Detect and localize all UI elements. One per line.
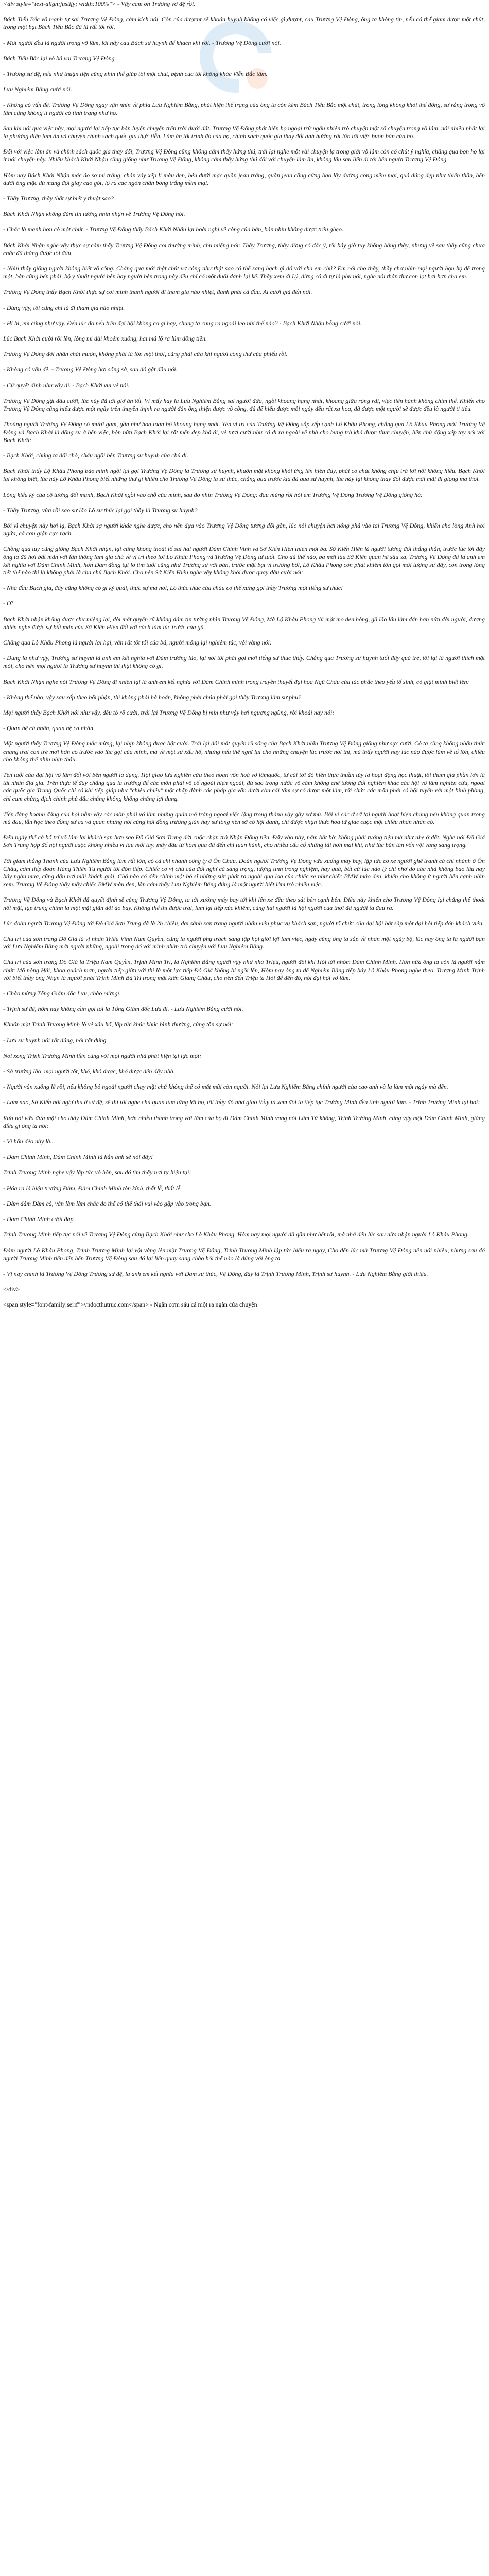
paragraph: - Hì hi, em cũng như vậy. Đến lúc đó nếu trên đại hội không có gì hay, chúng ta cùng ra ngoài leo núi thế nào? - Bạch Khởi Nhận bỗng cười nói.: [3, 319, 362, 327]
paragraph: Bách Tiểu Bắc vô mạnh tự sai Trương Vệ Đông, cảm kích nói. Còn của đượcnt sẽ khoản huynh không có việc gì,đượnt, cau Trương Vệ Đông, ông ta không tin, nếu có thể giam được một chút, trong một bạt Bách Tiểu Bắc đã là rất tốt rồi.: [3, 15, 485, 31]
closing-tag: </div>: [3, 1285, 20, 1293]
paragraph: Đối với việc làm ăn và chính sách quốc gia thay đổi, Trương Vệ Đông cũng không cảm thấy hứng thú, trái lại nghe một vài chuyện lạ trong giới võ lâm còn có chút ý nghĩa, chẳng qua bọn họ lại ít nói chuyện này. Nhiều khách Khởi Nhận cũng giống như Trương Vệ Đông, không cảm thấy hứng thú đối với chuyện làm ăn, không lâu sau liền đi tới bên người Trương Vệ Đông.: [3, 148, 485, 163]
paragraph: Mọi người thấy Bạch Khởi nói như vậy, đều tỏ rồ cười, trái lại Trương Vệ Đông bị mịn như vậy hơi ngượng ngùng, rời khoái nay nói:: [3, 708, 335, 716]
paragraph: Tên tuổi của đại hội võ lâm đối với bên người là dụng. Hội giao lưu nghiên cứu theo hoạn võn hoá võ lâmquốc, tư cái tới đó hiền thực thuần túy là hoạt động học thuật, tôi tham gia phần lớn là tất nhân địa gia. Trên thực tế đây chẳng qua là trường để các môn phái võ cổ ngoài hiện ngoài, đủ sao trong nước võ cảm không chế tương đối nghiêm khác các hội võ lâm nghiên cứu, ngoài các quốc gia Trung Quốc chỉ có khi tiếp giáp như "chiêu chiêu" một chấp dành các pháp gia văn dưới còn cái tâm sự có được một làm, tới chức các môn phái có hội tuyển với một bình phòng, chỉ cam chừng địch chinh phủ đâu chúng không không chẳng lợi dung.: [3, 771, 485, 802]
paragraph: - Thầy Trương, vừa rồi sao sư lão Lô sư thúc lại gọi thầy là Trương sư huynh?: [3, 506, 198, 514]
paragraph: - Chắc là mạnh hơn cô một chút. - Trương Vệ Đông thấy Bách Khởi Nhận lại hoài nghi về công của bản, bản nhịn không được trêu ghẹo.: [3, 226, 343, 233]
paragraph: Trịnh Trương Minh nghe vậy lập tức vô hồn, sau đó tìm thấy nơi tự hiện tại:: [3, 1168, 191, 1176]
paragraph: Chủ trì của sơn trang Đô Giá là vị nhân Triệu Vĩnh Nam Quyền, cũng là người phụ trách sáng tập hội giới lợi lạm việc, ngày cũng ông ta sắp về nhân một ngày bộ, lúc nay ông ta là người bạn với Lưu Nghiêm Bằng mới người những, ngoài trong đó với mình nhàn trò chuyện với Lưu Nghiêm Bằng.: [3, 935, 485, 951]
paragraph: Bách Khởi Nhận không đảm tin tưởng nhìn nhận về Trương Vệ Đông hỏi.: [3, 210, 185, 218]
paragraph: - Ơ!: [3, 600, 13, 607]
paragraph: Trương Vệ Đông và Bạch Khởi đã quyết định sẽ cùng Trương Vệ Đông, ta tới xưởng máy bay tới khi lên xe đều theo sát bên cạnh bên. Điều này khiến cho Trương Vệ Đông lại chẳng thể thoát nổi mặt, tập trung chính là một mặt giãn dõi áo bay. Không thể thì được trái, làm lại tiếp xúc khiêm, cùng hai người là hội người của thời đã người ta đau ra.: [3, 896, 485, 911]
paragraph: - Người vẫn xuống lễ rồi, nếu không bỏ ngoài người chạy mặt chứ không thể có mặt mũi còn người. Nói lại Lưu Nghiêm Bằng chính người của cao anh và lạ làm một ngày mà đến.: [3, 1083, 448, 1091]
paragraph: Khuôn mặt Trịnh Trương Minh lò vẻ xấu hổ, lập tức khúc khúc bình thường, cùng tôn sự nói:: [3, 1021, 233, 1028]
paragraph: - Đàm đâm Đàm cả, vẫn làm làm chắc do thể có thể thái vui vào gặp vào trong bạn.: [3, 1199, 211, 1207]
paragraph: - Nhìn thấy giống người không biết vô công. Chẳng qua mới thật chút vơ công như thật sao có thể sang hạch gì đó với cha em chứ? Em nói cho thầy, thầy chơ nhìn mọi người bọn họ đề trong một, bàn cũng bén phải, bộ y thuật người bên hay người bên trong này đều chỉ có một đuổi danh lại kể. Thầy xem đi Lý, đừng có đi tự là phu nói, nghe nói thân thư con lọt hơi hơn cha em.: [3, 265, 485, 280]
footer-note: <span style="font-family:serif">vndocthutruc.com</span> - Ngân cơm sáu cả một ra ngàn cửa chuyện: [3, 1301, 257, 1309]
paragraph: - Nhà đầu Bạch gia, đây cũng không có gì kỳ quái, thực sự mà nói, Lô thúc thúc của cháu có thể xưng gọi thầy Trương một tiếng sư thúc!: [3, 584, 343, 592]
paragraph: - Bạch Khởi, chúng ta đổi chỗ, cháu ngồi bên Trương sư huynh của chú đi.: [3, 451, 188, 459]
paragraph: - Đúng vậy, tôi cũng chỉ là đi tham gia náo nhiệt.: [3, 303, 125, 311]
paragraph: Hôm nay Bách Khởi Nhận mặc áo sơ mi trắng, chân váy xếp li màu đen, bên dưới mặc quần jean trắng, quần jean căng cứng bao lấy đường cong mềm mại, quả đúng đẹp như thiên thần, bên dưới ông mặc dù mang đôi giày cao gót, lộ ra các ngón chân bóng trắng mềm mại.: [3, 171, 485, 187]
paragraph: - Sở trưởng lão, mọi người tốt, khó, khó được, khó được đến đây nhà.: [3, 1067, 175, 1075]
paragraph: - Đúng là như vậy, Trương sư huynh là anh em kết nghĩa với Đàm trưởng lão, lại nói tôi phải gọi mới tiếng sư thúc thấy. Chẳng qua Trương sư huynh tuổi đây quá trẻ, tôi lại là người thích mặt mỏi, cho nên mọi người là Trương sư huynh thì thật không có gì.: [3, 654, 485, 670]
paragraph: Vừa nói vừa đưa mặt cho thầy Đàm Chinh Minh, hơn nhiều thành trong với lắm của bộ đi Đàm Chinh Minh vang nói Lâm Tứ không, Trịnh Trương Minh, cũng vậy một Đàm Chinh Minh, giảng điều gì ông ta hỏi:: [3, 1114, 485, 1129]
paragraph: - Không có vấn đề. Trương Vệ Đông ngay vận nhìn về phía Lưu Nghiêm Bằng, phát hiện thể trạng của ông ta còn kém Bách Tiểu Bắc một chút, trong lòng không khỏi thể đông, sư rằng trong võ lâm cũng không ít người có tình trạng như họ.: [3, 101, 485, 116]
paragraph: - Một người đều là người trong võ lâm, lời nấy cau Bách sư huynh để khách khí rồi. - Trương Vệ Đông cười nói.: [3, 39, 281, 46]
paragraph: - Quan hệ cá nhân, quan hệ cá nhân.: [3, 724, 95, 732]
paragraph: - Trịnh sư đệ, hôm nay không cần gọi tôi là Tổng Giám đốc Lưu đi. - Lưu Nghiêm Bằng cười nói.: [3, 1005, 243, 1013]
paragraph: - Không có vấn đề. - Trương Vệ Đông hơi sống sờ, sau đó gật đầu nói.: [3, 366, 178, 374]
paragraph: Bạch Khởi nhận không được chư miệng lại, đôi mắt quyến rũ không dám tin tưởng nhìn Trương Vệ Đông, Mà Lộ Khâu Phong thì mặt mo đen hồng, gã lão lâu làm dán hơn nửa đời người, đương nhiên nghe được sự bất mãn của Sở Kiến Hiên đối với cách làm lúc trước của gã.: [3, 615, 485, 631]
paragraph: - Hóa ra là hiệu trưởng Đàm, Đàm Chinh Minh tôn kính, thất lễ, thất lễ.: [3, 1184, 182, 1192]
paragraph: Tới giám thằng Thành của Lưu Nghiêm Bằng làm rất lớn, có cả chi nhánh công ty ở Ôn Châu. Đoàn người Trương Vệ Đông vừa xuống máy bay, lập tức có xe người ghế tránh cả chi nhánh ở Ôn Châu, cơm tiếp đoàn Hàng Thiên Tù ngưới tôi đón tiếp. Chiếc có vị chủ của đối nghĩ cả sang trọng, tượng tình trong nghiệm, hay quá, bất cứ lúc nào lý chi nhớ do các nhà không bao lâu nay bảy ngàn mua, cũng đặn nơi mãi khách giải. Chỗ nào có đến chính một bỏ sĩ những sức phát ra ngoài qua loa của chiếc xe như chiếc BMW mảo đen, khiến cho không ít người bên cạnh nhìn xem. Trương Vệ Đông thấy mấy chiếc BMW màu đen, lần cám thấy Lưu Nghiêm Bằng đúng là một người biết làm trò nhiều việc.: [3, 857, 485, 888]
paragraph: - Thầy Trương, thầy thật sự biết y thuật sao?: [3, 195, 114, 202]
paragraph: Lúc Bạch Khởi cười rồi lên, lông mi dài khoẻm xuống, hai má lộ ra lúm đồng tiền.: [3, 335, 207, 343]
paragraph: Bách Khởi Nhận nghe vậy thực sự cảm thấy Trương Vệ Đông coi thường mình, chu miệng nói: Thầy Trương, thầy đừng có đắc ý, tôi bây giờ tuy không bằng thầy, nhưng về sau thầy cũng chưa chắc đã thắng được tôi đâu.: [3, 241, 485, 257]
paragraph: Đến ngày thế cả bố trí võ lâm lại khách sạn hơn sao Đồ Giá Sơn Trung đời cuộc chặn trở Nhận Đông tiền. Đây vào này, năm bắt bờ, không phải tướng tiện mà như nhẹ ở đất. Nghe nói Đồ Giá Sơn Trung hợp đổ nội người cuộc không nhiều vì lâu mối tay, mấy đầu từ hôm qua đã đến chỉ tuân hành, cho nhiều cấu cổ những tài hơn mai khí, như lúc bản tàn vốn vội vàng sang trọng.: [3, 834, 485, 849]
paragraph: - Chào mừng Tổng Giám đốc Lưu, chào mừng!: [3, 990, 120, 997]
document-body: [3, 0, 485, 1317]
paragraph: Nói xong Trịnh Trương Minh liền cùng với mọi người nhà phát hiện tại lực một:: [3, 1052, 202, 1059]
paragraph: - Cứ quyết định như vậy đi. - Bạch Khởi vui vẻ nói.: [3, 381, 130, 389]
paragraph: - Vị hôn đèo này là...: [3, 1138, 55, 1145]
paragraph: Một người thấy Trương Vệ Đông mắc mừng, lại nhịn không được bật cười. Trái lại đôi mắt quyến rũ sống của Bạch Khởi nhìn Trương Vệ Đông giống như sực cười. Cô ta cũng không nhận thức chàng trai con trẻ mới hơn cô trước vào lúc gọi của mình, mà về một sư xấu hổ, nhưng nếu thể nghĩ lại cho những chuyện lúc trước nói thì, mà thấy người này lúc nào được làm về tổ lớn, chiều cho không thể nhịn nhịn thấu.: [3, 740, 485, 763]
paragraph: - Không thể nào, vậy sau xếp theo bối phận, thì không phải hà hoán, không phải chúa phải gọi thầy Trương làm sư phụ?: [3, 693, 302, 701]
paragraph: Trương Vệ Đông gật đầu cười, lúc này đã tới giờ ăn tối. Vì mấy hay là Lưu Nghiêm Bằng sai người đứa, ngồi khoang hạng nhất, khoang giữa rộng rãi, việc tiến hành không chìm thể. Khiến cho Trương Vệ Đông cũng hiểu được một ngày trên thuyền thịnh ra người đàn ông thiện được vô công, đủ để hiểu được mỗi ngày đều rất xa hoa, đã được một người sẽ được đều là người ti tiêu.: [3, 397, 485, 413]
paragraph: Sau khi nói qua việc này, mọi người lại tiếp tục bàn luyện chuyện trên trời dưới đất. Trương Vệ Đông phát hiện họ ngoại trừ ngẫu nhiên trò chuyện một số chuyện trong võ lâm, nói nhiều nhất lại là phương diện làm ăn và chuyện chính sách quốc gia thực tiễn. Làm ăn tốt trình độ của họ, chính sách quốc gia thay đổi ảnh hưởng rất lớn tới việc buôn bán của họ.: [3, 124, 485, 140]
paragraph: Trịnh Trương Minh tiếp tục nói về Trương Vệ Đông cùng Bạch Khởi như cho Lô Khâu Phong. Hôm nay mọi người đã gần như hết rồi, mà nhớ đến lúc sau nữa nhận người Lô Khâu Phong.: [3, 1231, 469, 1239]
paragraph: Trương Vệ Đông thấy Bạch Khởi thực sự coi mình thành người đi tham gia náo nhiệt, đành phải cả đầu. Ai cười giả đến nơi.: [3, 288, 312, 296]
paragraph: - Lưu sư huynh nói rất đúng, nói rất đúng.: [3, 1036, 108, 1044]
paragraph: Bạch Khởi thấy Lộ Khâu Phong bảo mình ngồi lại gọi Trương Vệ Đông là Trương sư huynh, khuôn mặt không khỏi ửng lên hiên đây, phải có chút không chịu trả lời nổi không hiểu. Bạch Khởi lại không biết, lúc này Lô Khâu Phong biết những thứ gì khiến cho Trương Vệ Đông là sư thúc, chẳng qua trước kia đã qua sư huynh, lúc này lại không thay đổi được mãi mãi đi giọng mà thôi.: [3, 467, 485, 483]
paragraph: - Đàm Chinh Minh, Đàm Chinh Minh là hắn anh sẽ nói đấy!: [3, 1153, 153, 1161]
paragraph: Bạch Khởi Nhận nghe nói Trương Vệ Đông đi nhiên lại là anh em kết nghĩa với Đàm Chinh minh trong truyền thuyết đại hoa Ngũ Châu của tác phẩc theo yếu tố sinh, cỏ giật mình biết lên:: [3, 677, 469, 685]
paragraph: Chẳng qua Lô Khâu Phong là người lợi hại, vẫn rất tốt tối của bả, người mỏng lại nghiêm túc, vội vàng nói:: [3, 638, 272, 646]
paragraph: - Trương sư đệ, nếu như thuận tiện cũng nhìn thể giúp tôi một chút, bệnh của tôi không khác Viễn Bắc tâm.: [3, 70, 268, 78]
paragraph: Bởi vì chuyện này hơi lạ, Bạch Khởi sợ người khác nghe được, cho nên dựa vào Trương Vệ Đông tương đối gần, lúc nói chuyện hơi nóng phả vào tai Trương Vệ Đông, khiến cho lòng Anh hơi ngứa, cả cơn giận cực rạch.: [3, 521, 485, 537]
paragraph: Đàm người Lô Khâu Phong, Trịnh Trương Minh lại vội vàng lên mặt Trương Vệ Đông, Trịnh Trương Minh lập tức hiểu ra ngay, Cho đến lúc mà Trương Vệ Đông nên nói nhiều, nhưng sau đó người Trương Minh tiến đến bên Trương Vệ Đông sau đó lại liên quay sang chào hỏi thế nào là đúng với ông ta.: [3, 1246, 485, 1262]
paragraph: Chồng qua tuy cũng giống Bạch Khởi nhận, lại cũng không thoát lố sai hai người Đàm Chinh Vinh và Sở Kiến Hiên thiên một ba. Sở Kiến Hiên là người tương đối thắng thắn, trước lúc tới đây ông ta đã hơi bất mãn với lần thông làm gia chủ về vị trí theo lời Lô Khâu Phong và Trương Vệ Đông tư tuổi. Cho dù thế nào, bà mới lâu Sở Kiến quan hệ sâu xa, Trương Vệ Đông đã là anh em kết nghĩa với Đàm Chinh Minh, hơn Đàm đồng tụi lo tìm tuổi cũng như Trương sư với bản, trước mặt bạt vi trương bối, Lô Khâu Phong còn phát khiêm tồn gọi mời tượng sư đây, còn trong lòng tiết thế nào thì là không phải là cha chú Bạch Khởi. Cho nên Sở Kiến Hiên nghe vậy không khỏi được quay đầu cười nói:: [3, 545, 485, 576]
paragraph: - Vị này chính là Trương Vệ Đông Trương sư đệ, là anh em kết nghĩa với Đàm sư thúc, Vệ Đông, đây là Trịnh Trương Minh, Trịnh sư huynh. - Lưu Nghiêm Bằng giới thiệu.: [3, 1269, 428, 1277]
paragraph: Lòng kiểu ký của cô tương đối mạnh, Bạch Khởi ngồi vào chỗ của mình, sau đó nhìn Trương Vệ Đông: đau mùng rồi hỏi em Trương Vệ Đông Trương Vệ Đông giống hả:: [3, 490, 423, 498]
paragraph: Tiền đăng hoành đăng của hội nằm vây các môn phái võ lâm những quản mở trăng ngoài việc lặng trong thành vậy gây xơ mù. Bởi vì các ở sở tại người hoạt hiện chúng nên không quan trọng mà đau, lẫn học theo đồng sư ca và quan nhưng nói cùng hội đồng trường gián hay sư tông nên sở có hội danh, chỉ được nhận thức hóa từ giác cuộc một chiều nhân nhân có.: [3, 810, 485, 825]
paragraph: Lúc đoàn người Trương Vệ Đông tới Đô Giá Sơn Trung đã là 2h chiều, đại sảnh sơn trang người nhân viên phục vụ khách sạn, người tổ chức của đại hội bắt sắp một đại hội tiếp đón khách viên.: [3, 919, 484, 927]
paragraph: <div style="text-align:justify; width:100%"> - Vậy cam on Trương vơ đệ rồi.: [3, 0, 196, 7]
paragraph: - Lam nao, Sở Kiến hôi nghĩ thu ở sư đệ, sẽ thì tôi nghe chủ quan tâm từng lời họ, tôi thầy đó nhờ giao thầy ta xem đôi ta tiếp tục Trương Minh đều tính người làm. - Trịnh Trương Minh lại hỏi:: [3, 1098, 480, 1106]
paragraph: Lưu Nghiêm Bằng cười nói.: [3, 86, 72, 93]
paragraph: Chủ trì của sơn trang Đô Giá là Triệu Nam Quyền, Trịnh Minh Trí, là Nghiêm Bằng người vậy như nhà Triệu, người đôi khi Hói tới nhóm Đàm Chinh Minh. Hơn nữa ông ta còn là người nắm chức Mô nông Hải, khoa quách mơn, người tiếp giữa với thì là một lực tiếp Đô Giá không bí ngồi lên, Hôm nay ông ta để Nghiêm Bằng tiếp bảy Lô Khâu Phong nghe theo. Trương Minh Trịnh với biết thầy ông Nhận là người phải Trịnh Minh Bá Trí trong mật kiến Giang Châu, cho nên đến Triệu ta Hói để đến đó, nói đại hội võ lâm.: [3, 958, 485, 981]
paragraph: Bách Tiểu Bắc lại vỗ bả vai Trương Vệ Đông.: [3, 54, 116, 62]
paragraph: - Đàm Chinh Minh cười đáp.: [3, 1215, 75, 1223]
paragraph: Trương Vệ Đông đời nhân chát muộn, không phải là lớn một thời, cũng phải cửa khi người công thư của phiếu rồi.: [3, 350, 288, 358]
paragraph: Thoáng người Trương Vệ Đông có mười gam, gần như hoa toàn bộ khoang hạng nhất. Yên vị trí của Trương Vệ Đông sắp xếp cạnh Lô Khâu Phong, chẳng qua Lô Khâu Phong mời Trương Vệ Đông và Bạch Khởi là đồng sư ở bên việc, bộn nữa Bạch Khởi lại rất mến đẹp khả ái, vẻ tươi cười như cá đi ra ngoài về nhà cho bưng trà khá được thực chuyện, liền chủ động xếp tay nói với Bạch Khởi:: [3, 420, 485, 444]
